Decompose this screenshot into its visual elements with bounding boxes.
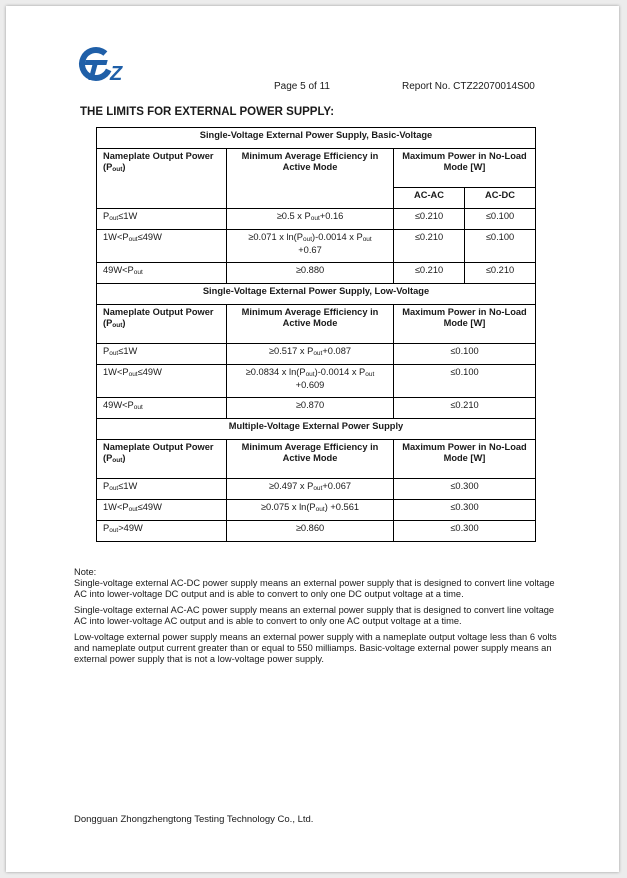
footer-company: Dongguan Zhongzhengtong Testing Technology Co., Ltd. xyxy=(74,814,314,825)
efficiency-cell: ≥0.517 x $P_{out}+0.087$ xyxy=(227,344,394,365)
col-nameplate-header: Nameplate Output Power $(P_{out})$ xyxy=(97,149,227,209)
power-cell: $49W<P_{out}$ xyxy=(97,263,227,284)
table-row xyxy=(97,344,536,365)
max-power-cell: ≤0.300 xyxy=(394,521,536,542)
col-efficiency-header: Minimum Average Efficiency in Active Mode xyxy=(227,440,394,479)
table-row xyxy=(97,398,536,419)
section2-title: Single-Voltage External Power Supply, Low-Voltage xyxy=(97,284,536,305)
acac-cell: ≤0.210 xyxy=(394,263,465,284)
table-row xyxy=(97,521,536,542)
limits-table xyxy=(96,127,536,542)
column-header-row xyxy=(97,440,536,479)
sub-acdc-header: AC-DC xyxy=(465,188,536,209)
section-header-row xyxy=(97,419,536,440)
col-nameplate-header: Nameplate Output Power $(P_{out})$ xyxy=(97,440,227,479)
note-label: Note: xyxy=(74,567,97,577)
max-power-cell: ≤0.210 xyxy=(394,398,536,419)
max-power-cell: ≤0.100 xyxy=(394,365,536,398)
efficiency-cell: ≥0.071 x $\ln(P_{out})-0.0014$ x $P_{out}$ +0.67 xyxy=(227,230,394,263)
note-paragraph-acac: Single-voltage external AC-AC power supply means an external power supply that is designed to convert line voltage AC into lower-voltage AC output and is able to convert to only one AC output voltage at a time. xyxy=(74,605,555,626)
col-noload-header: Maximum Power in No-Load Mode [W] xyxy=(394,440,536,479)
column-header-row xyxy=(97,305,536,344)
section3-title: Multiple-Voltage External Power Supply xyxy=(97,419,536,440)
power-cell: $P_{out}\le 1W$ xyxy=(97,344,227,365)
power-cell: $P_{out}\le 1W$ xyxy=(97,479,227,500)
note-paragraph-acdc: Single-voltage external AC-DC power supply means an external power supply that is designed to convert line voltage AC into lower-voltage DC output and is able to convert to only one DC output voltage at a time. xyxy=(74,578,555,599)
sub-acac-header: AC-AC xyxy=(394,188,465,209)
col-noload-header: Maximum Power in No-Load Mode [W] xyxy=(394,305,536,344)
power-cell: $P_{out}>49W$ xyxy=(97,521,227,542)
page-number: Page 5 of 11 xyxy=(274,81,330,92)
table-row xyxy=(97,230,536,263)
efficiency-cell: ≥0.5 x $P_{out}+0.16$ xyxy=(227,209,394,230)
table-row xyxy=(97,209,536,230)
table-row xyxy=(97,365,536,398)
power-cell: $P_{out}\le 1W$ xyxy=(97,209,227,230)
section1-title: Single-Voltage External Power Supply, Basic-Voltage xyxy=(97,128,536,149)
report-number: Report No. CTZ22070014S00 xyxy=(402,81,535,92)
acdc-cell: ≤0.100 xyxy=(465,230,536,263)
note-paragraph-low-voltage: Low-voltage external power supply means an external power supply with a nameplate output voltage less than 6 volts and nameplate output current greater than or equal to 550 milliamps. Basic-voltage external power supply means an external power supply that is not a low-voltage power supply. xyxy=(74,632,557,664)
max-power-cell: ≤0.100 xyxy=(394,344,536,365)
power-cell: $49W<P_{out}$ xyxy=(97,398,227,419)
table-row xyxy=(97,263,536,284)
acdc-cell: ≤0.100 xyxy=(465,209,536,230)
col-efficiency-header: Minimum Average Efficiency in Active Mode xyxy=(227,305,394,344)
acdc-cell: ≤0.210 xyxy=(465,263,536,284)
notes-block xyxy=(74,567,564,670)
efficiency-cell: ≥0.0834 x $\ln(P_{out})-0.0014$ x $P_{out}$ +0.609 xyxy=(227,365,394,398)
max-power-cell: ≤0.300 xyxy=(394,479,536,500)
table-row xyxy=(97,479,536,500)
column-header-row xyxy=(97,149,536,188)
acac-cell: ≤0.210 xyxy=(394,209,465,230)
efficiency-cell: ≥0.497 x $P_{out}+0.067$ xyxy=(227,479,394,500)
section-title: THE LIMITS FOR EXTERNAL POWER SUPPLY: xyxy=(80,106,335,118)
table-row xyxy=(97,500,536,521)
section-header-row xyxy=(97,128,536,149)
max-power-cell: ≤0.300 xyxy=(394,500,536,521)
power-cell: $1W<P_{out}\le 49W$ xyxy=(97,500,227,521)
power-cell: $1W<P_{out}\le 49W$ xyxy=(97,365,227,398)
section-header-row xyxy=(97,284,536,305)
svg-text:Z: Z xyxy=(110,63,123,85)
efficiency-cell: ≥0.870 xyxy=(227,398,394,419)
efficiency-cell: ≥0.860 xyxy=(227,521,394,542)
efficiency-cell: ≥0.880 xyxy=(227,263,394,284)
col-efficiency-header: Minimum Average Efficiency in Active Mode xyxy=(227,149,394,209)
col-nameplate-header: Nameplate Output Power $(P_{out})$ xyxy=(97,305,227,344)
acac-cell: ≤0.210 xyxy=(394,230,465,263)
efficiency-cell: ≥0.075 x $\ln(P_{out}) +0.561$ xyxy=(227,500,394,521)
company-logo xyxy=(76,44,136,86)
col-noload-header: Maximum Power in No-Load Mode [W] xyxy=(394,149,536,188)
power-cell: $1W<P_{out}\le 49W$ xyxy=(97,230,227,263)
